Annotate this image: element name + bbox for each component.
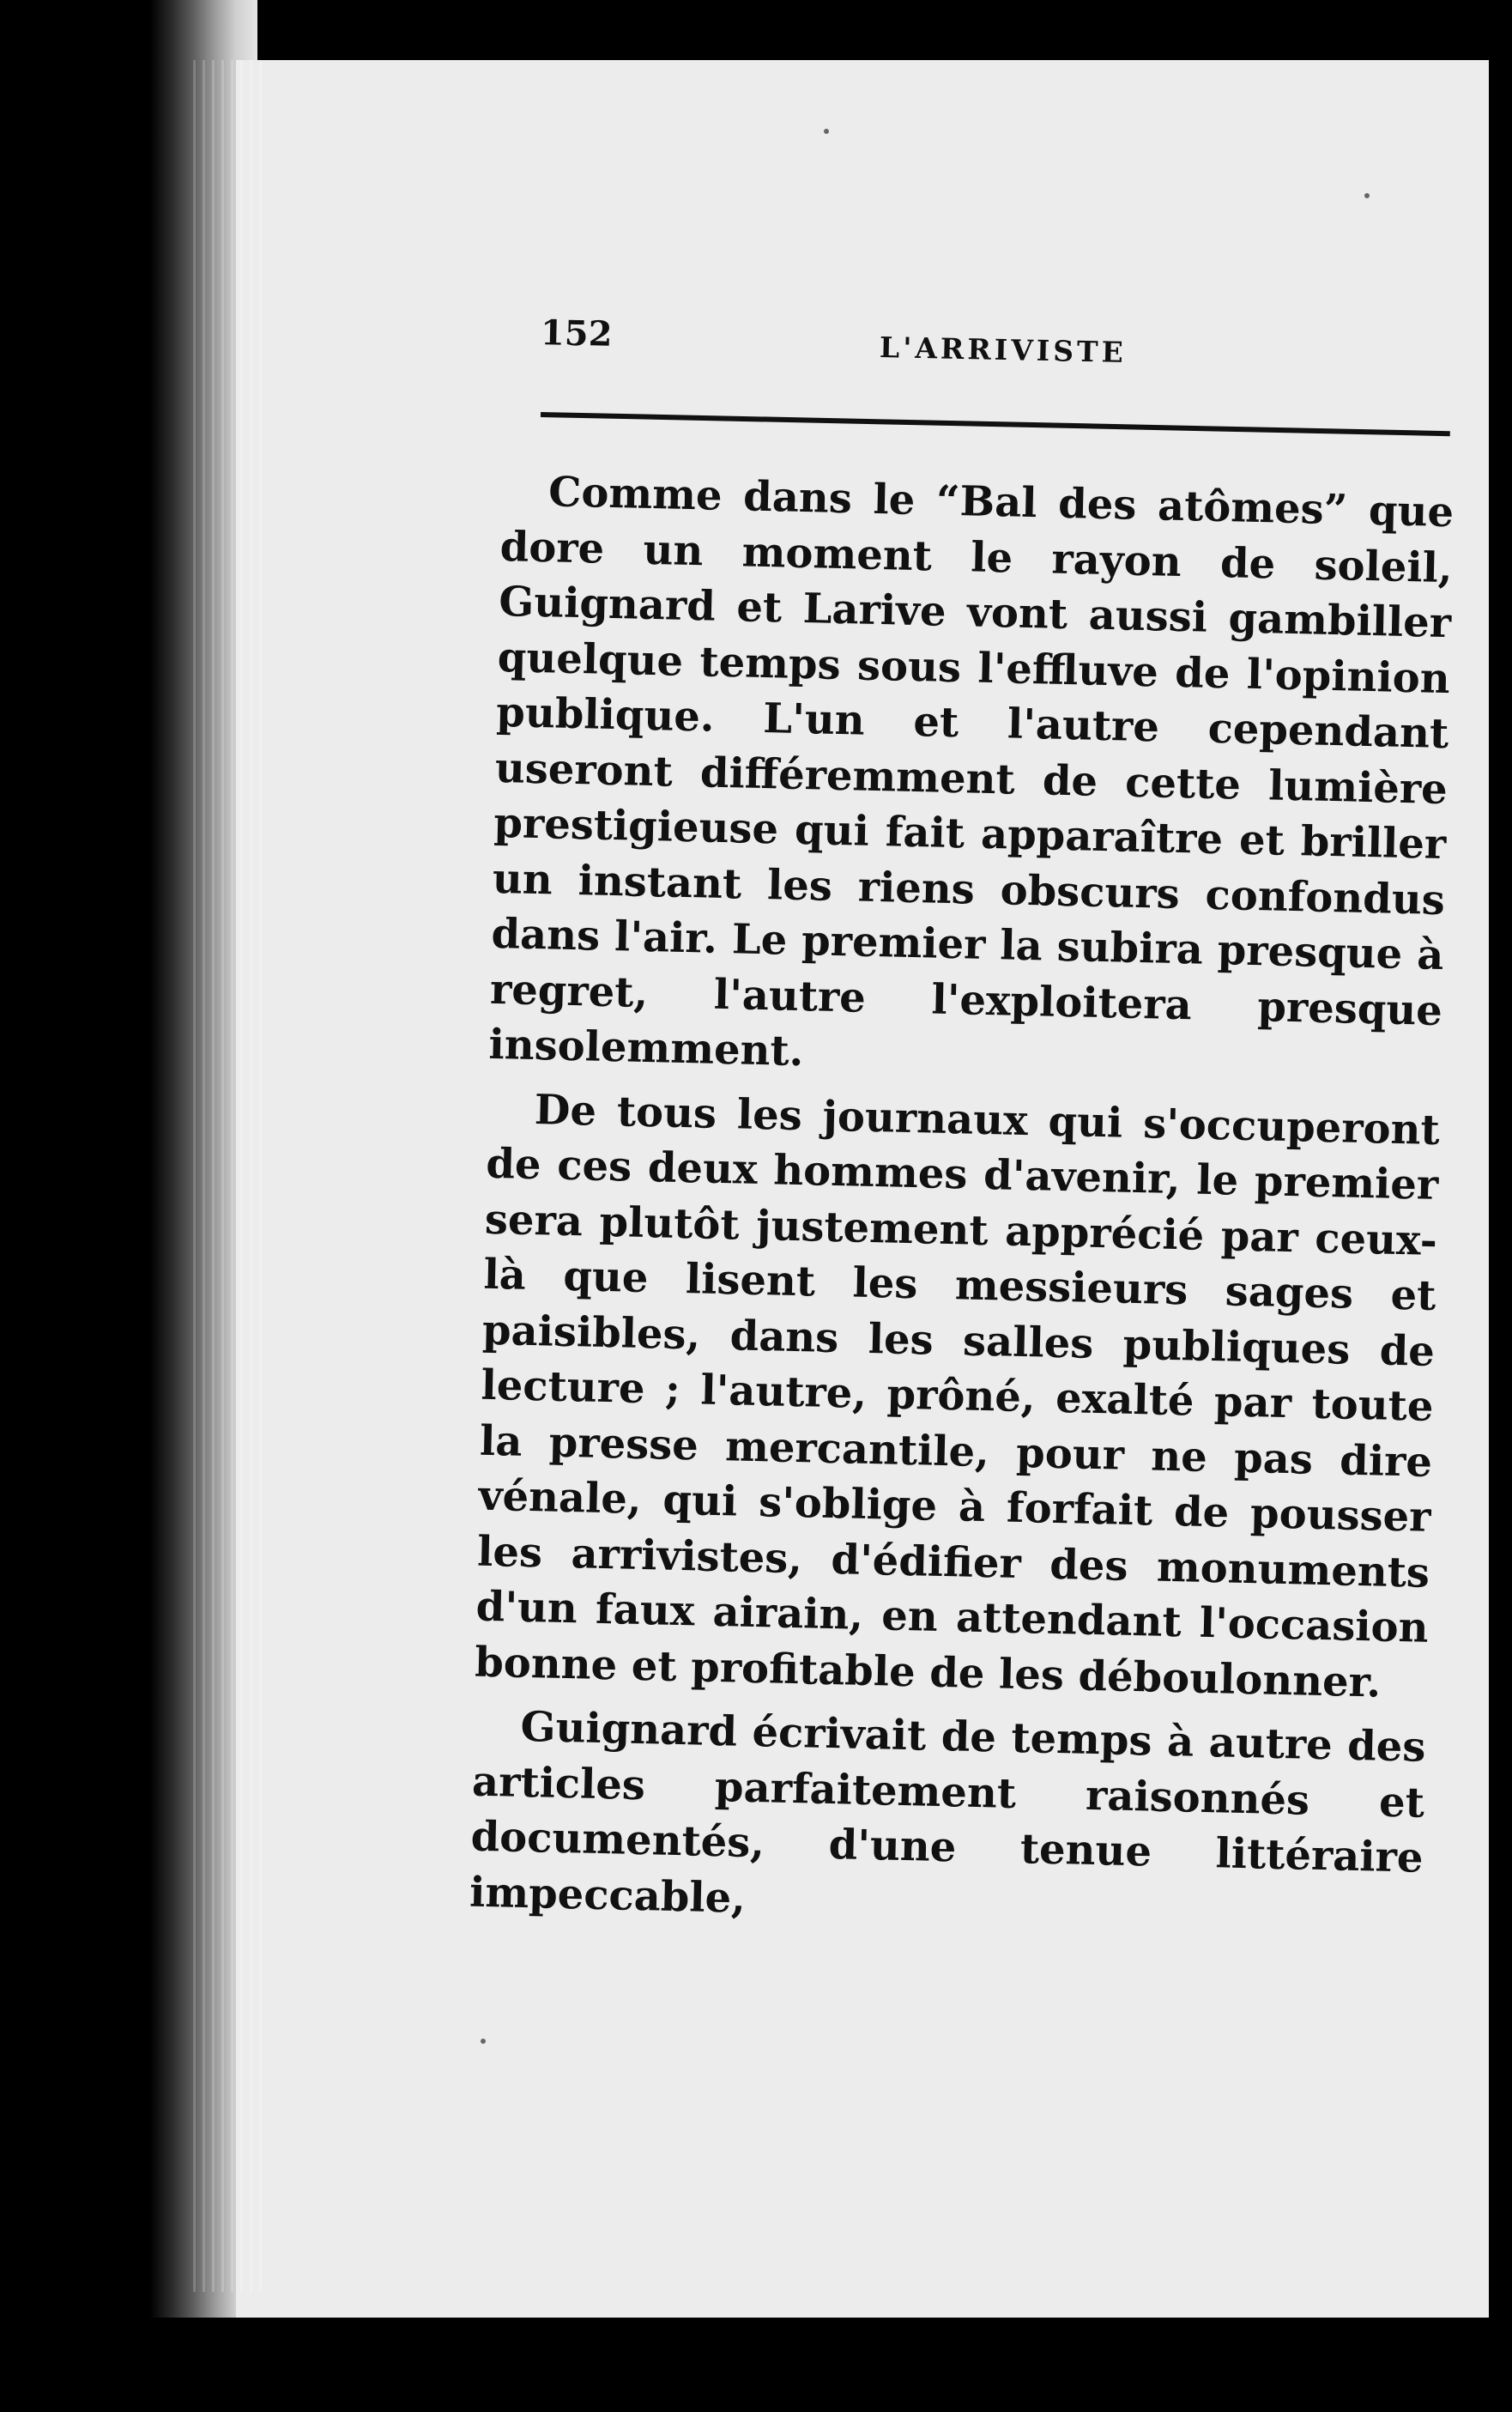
page-number: 152 <box>540 312 613 355</box>
paragraph-1: Comme dans le “Bal des atômes” que dore un moment le rayon de soleil, Guignard et Larive vont aussi gambiller quelque temps sous l'effluve de l'opinion publique. L'un et l'autre cependant useront différemment de cette lumière prestigieuse qui fait apparaître et briller un instant les riens obscurs confondus dans l'air. Le premier la subira presque à regret, l'autre l'exploitera presque insolemment. <box>488 468 1455 1076</box>
scan-border-bottom <box>0 2318 1512 2406</box>
paper-speck <box>1364 193 1370 198</box>
running-title: L'ARRIVISTE <box>879 330 1128 370</box>
paragraph-2: De tous les journaux qui s'occuperont de ces deux hommes d'avenir, le premier sera plutôt justement apprécié par ceux-là que lisent les messieurs sages et paisibles, dans les salles publiques de lecture ; l'autre, prôné, exalté par toute la presse mercantile, pour ne pas dire vénale, qui s'oblige à forfait de pousser les arrivistes, d'édifier des monuments d'un faux airain, en attendant l'occasion bonne et profitable de les déboulonner. <box>474 1085 1441 1707</box>
paper-speck <box>481 2039 486 2044</box>
paper-speck <box>824 129 829 134</box>
scan-border-right <box>1489 60 1512 2412</box>
body-text <box>469 464 1454 1950</box>
page-edge-lines <box>193 60 262 2292</box>
paragraph-3: Guignard écrivait de temps à autre des articles parfaitement raisonnés et documentés, d'une tenue littéraire impeccable, <box>469 1702 1426 1923</box>
